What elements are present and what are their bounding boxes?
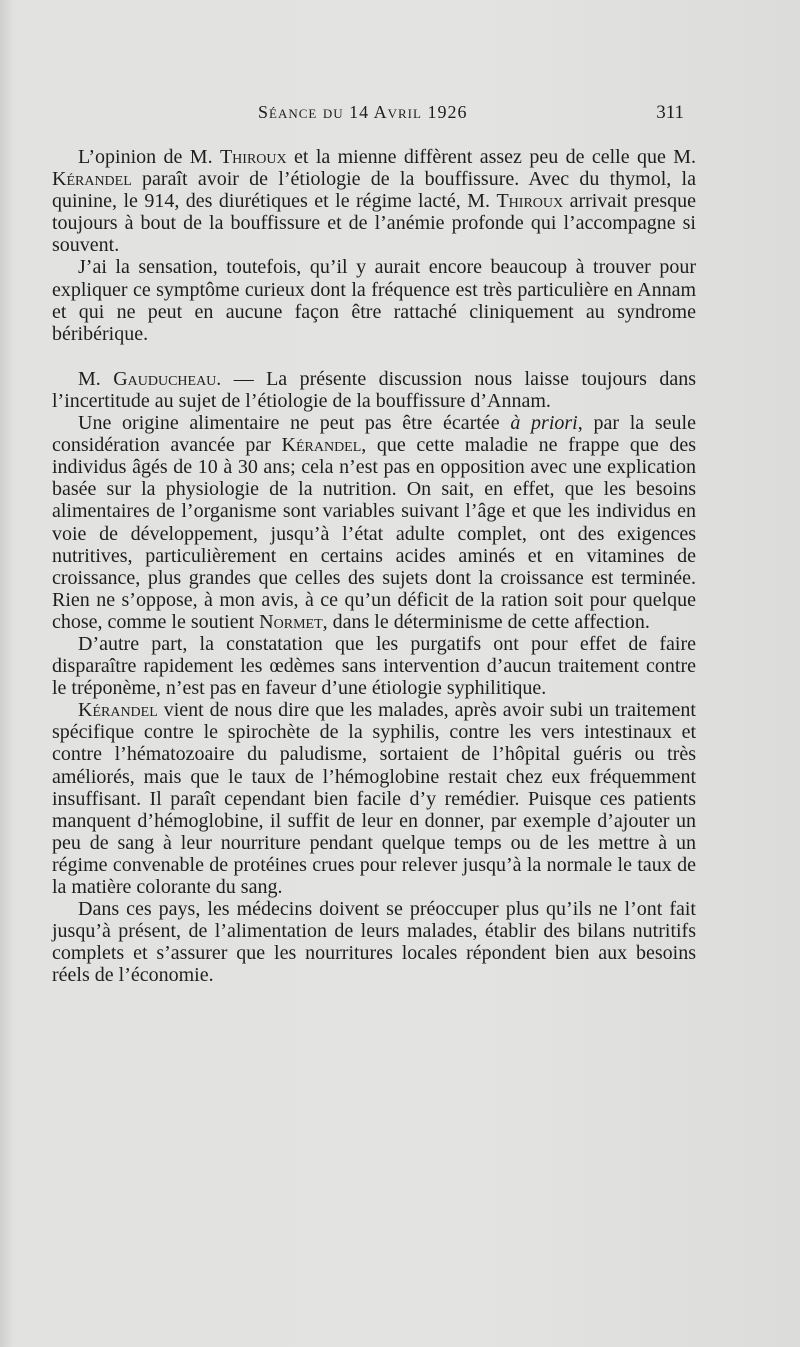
paragraph-7: Dans ces pays, les médecins doivent se préoccuper plus qu’ils ne l’ont fait jusqu’à présent, de l’alimentation de leurs malades, établir des bilans nutritifs complets et s’assurer que les nourritures locales répondent bien aux besoins réels de l’économie. (52, 898, 696, 987)
author-name: Thiroux (496, 190, 564, 213)
text-run: paraît avoir de l’étiologie de la bouffissure. Avec du thymol, la quinine, le 914, des diurétiques et le régime lacté, M. (52, 168, 696, 213)
paragraph-1 (52, 146, 696, 256)
author-name: Thiroux (219, 146, 287, 168)
speaker-name: Gauducheau (113, 367, 217, 390)
paragraph-3 (52, 368, 696, 412)
author-name: Kérandel (78, 699, 158, 722)
text-run: arrivait presque toujours à bout de la bouffissure et de l’anémie profonde qui l’accompagne si souvent. (52, 190, 696, 257)
text-run: vient de nous dire que les malades, après avoir subi un traitement spécifique contre le spirochète de la syphilis, contre les vers intestinaux et contre l’hématozoaire du paludisme, sortaient de l’hôpital guéris ou très améliorés, mais que le taux de l’hémoglobine restait chez eux fréquemment insuffisant. Il paraît cependant bien facile d’y remédier. Puisque ces patients manquent d’hémoglobine, il suffit de leur en donner, par exemple d’ajouter un peu de sang à leur nourriture pendant quelque temps ou de les mettre à un régime convenable de protéines crues pour relever jusqu’à la normale le taux de la matière colorante du sang. (52, 699, 696, 898)
text-run: , dans le déterminisme de cette affection. (322, 610, 650, 633)
text-run: et la mienne diffèrent assez peu de celle que M. (286, 146, 696, 168)
author-name: Kérandel (281, 434, 362, 457)
page-header (52, 100, 684, 130)
running-title: Séance du 14 Avril 1926 (258, 102, 468, 122)
text-run: Une origine alimentaire ne peut pas être écartée (78, 412, 511, 435)
text-run: M. (78, 367, 114, 390)
page-number: 311 (656, 102, 684, 123)
paragraph-2: J’ai la sensation, toutefois, qu’il y aurait encore beaucoup à trouver pour expliquer ce symptôme curieux dont la fréquence est très particulière en Annam et qui ne peut en aucune façon être rattaché cliniquement au syndrome béribérique. (52, 256, 696, 345)
text-run: . — La présente discussion nous laisse toujours dans l’incertitude au sujet de l’étiologie de la bouffissure d’Annam. (52, 367, 696, 412)
text-run: , par la seule considération avancée par (52, 412, 696, 457)
paragraph-6 (52, 699, 696, 898)
text-run: , que cette maladie ne frappe que des individus âgés de 10 à 30 ans; cela n’est pas en opposition avec une explication basée sur la physiologie de la nutrition. On sait, en effet, que les besoins alimentaires de l’organisme sont variables suivant l’âge et que les individus en voie de développement, jusqu’à l’état adulte complet, ont des exigences nutritives, particulièrement en certains acides aminés et en vitamines de croissance, plus grandes que celles des sujets dont la croissance est terminée. Rien ne s’oppose, à mon avis, à ce qu’un déficit de la ration soit pour quelque chose, comme le soutient (52, 434, 696, 633)
italic-phrase: à priori (510, 412, 578, 435)
author-name: Normet (259, 610, 323, 633)
paragraph-5: D’autre part, la constatation que les purgatifs ont pour effet de faire disparaître rapidement les œdèmes sans intervention d’aucun traitement contre le tréponème, n’est pas en faveur d’une étiologie syphilitique. (52, 632, 696, 700)
body-text (52, 146, 696, 986)
text-run: L’opinion de M. (78, 146, 220, 168)
paragraph-4 (52, 412, 696, 633)
author-name: Kérandel (52, 168, 132, 191)
